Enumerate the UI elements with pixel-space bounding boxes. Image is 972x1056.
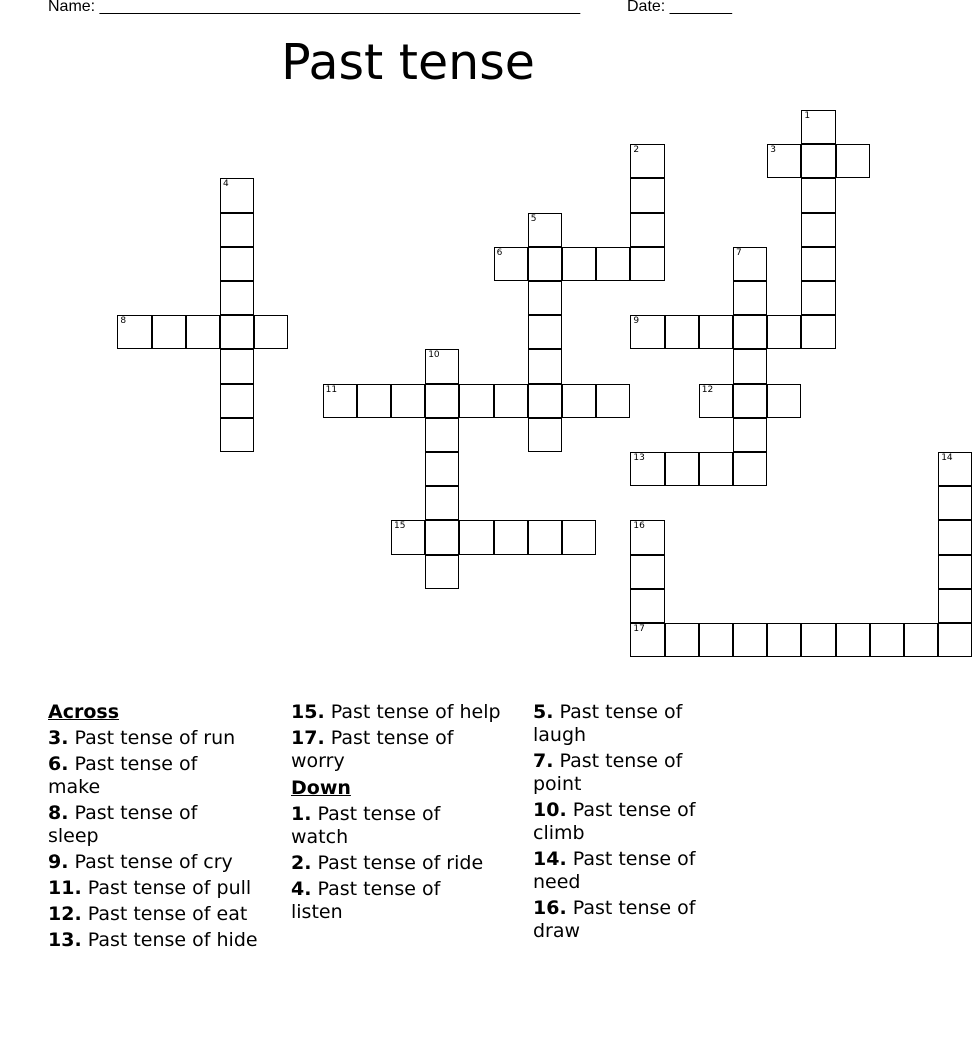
- clue-number: 3.: [48, 727, 69, 749]
- cell-number: 1: [804, 111, 811, 121]
- grid-cell[interactable]: [562, 247, 596, 281]
- across-heading: Across: [48, 701, 120, 723]
- grid-cell[interactable]: [528, 315, 562, 349]
- grid-cell[interactable]: [801, 213, 835, 247]
- clue-down-10: [533, 799, 713, 845]
- cell-number: 17: [633, 624, 645, 634]
- grid-cell[interactable]: [528, 349, 562, 383]
- clue-number: 17.: [291, 727, 325, 749]
- clue-text: Past tense of eat: [87, 903, 248, 925]
- clue-number: 11.: [48, 877, 82, 899]
- grid-cell[interactable]: [665, 623, 699, 657]
- clue-number: 7.: [533, 750, 554, 772]
- grid-cell[interactable]: [220, 315, 254, 349]
- grid-cell[interactable]: [220, 213, 254, 247]
- cell-number: 6: [496, 247, 503, 258]
- grid-cell[interactable]: [220, 418, 254, 452]
- grid-cell[interactable]: [186, 315, 220, 349]
- grid-cell[interactable]: [630, 555, 664, 589]
- grid-cell[interactable]: [596, 247, 630, 281]
- grid-cell[interactable]: [630, 315, 664, 349]
- clue-number: 15.: [291, 701, 325, 723]
- clue-number: 12.: [48, 903, 82, 925]
- grid-cell[interactable]: [938, 623, 972, 657]
- grid-cell[interactable]: [733, 281, 767, 315]
- grid-cell[interactable]: [733, 452, 767, 486]
- clue-number: 6.: [48, 753, 69, 775]
- clue-down-7: [533, 750, 713, 796]
- clue-text: Past tense of ride: [317, 852, 484, 874]
- clue-text: Past tense of cry: [74, 851, 233, 873]
- clue-down-14: [533, 848, 713, 894]
- clue-text: Past tense of watch: [291, 803, 441, 848]
- grid-cell[interactable]: [938, 486, 972, 520]
- grid-cell[interactable]: [425, 555, 459, 589]
- cell-number: 3: [770, 145, 776, 156]
- grid-cell[interactable]: [938, 555, 972, 589]
- clue-text: Past tense of hide: [87, 929, 258, 951]
- grid-cell[interactable]: [562, 520, 596, 554]
- name-label: Name: ______________________________________________________: [48, 0, 581, 15]
- clue-text: Past tense of laugh: [533, 701, 683, 746]
- clue-across-17: [291, 727, 471, 773]
- clue-across-15: [291, 701, 531, 724]
- grid-cell[interactable]: [938, 589, 972, 623]
- clue-text: Past tense of draw: [533, 897, 696, 942]
- grid-cell[interactable]: [767, 144, 801, 178]
- grid-cell[interactable]: [630, 213, 664, 247]
- grid-cell[interactable]: [528, 281, 562, 315]
- clue-number: 9.: [48, 851, 69, 873]
- grid-cell[interactable]: [767, 315, 801, 349]
- grid-cell[interactable]: [630, 452, 664, 486]
- clue-across-6: [48, 753, 228, 799]
- clue-number: 8.: [48, 802, 69, 824]
- grid-cell[interactable]: [220, 384, 254, 418]
- page-title: Past tense: [281, 34, 535, 91]
- clue-number: 2.: [291, 852, 312, 874]
- cell-number: 12: [701, 384, 714, 395]
- grid-cell[interactable]: [630, 144, 664, 178]
- grid-cell[interactable]: [630, 247, 664, 281]
- cell-number: 5: [530, 213, 537, 224]
- clue-text: Past tense of make: [48, 753, 198, 798]
- grid-cell[interactable]: [870, 623, 904, 657]
- clue-number: 4.: [291, 878, 312, 900]
- grid-cell[interactable]: [425, 349, 459, 383]
- clue-across-12: [48, 903, 288, 926]
- grid-cell[interactable]: [699, 315, 733, 349]
- grid-cell[interactable]: [801, 315, 835, 349]
- grid-cell[interactable]: [494, 520, 528, 554]
- grid-cell[interactable]: [391, 384, 425, 418]
- clue-number: 5.: [533, 701, 554, 723]
- clue-text: Past tense of pull: [87, 877, 252, 899]
- clue-across-8: [48, 802, 228, 848]
- date-label: Date: _______: [627, 0, 732, 15]
- grid-cell[interactable]: [665, 452, 699, 486]
- cell-number: 16: [633, 521, 645, 532]
- grid-cell[interactable]: [733, 315, 767, 349]
- clue-column-3: [533, 701, 773, 943]
- grid-cell[interactable]: [323, 384, 357, 418]
- cell-number: 9: [633, 316, 640, 327]
- grid-cell[interactable]: [733, 349, 767, 383]
- clue-text: Past tense of sleep: [48, 802, 198, 847]
- clue-number: 13.: [48, 929, 82, 951]
- clue-number: 1.: [291, 803, 312, 825]
- grid-cell[interactable]: [630, 623, 664, 657]
- grid-cell[interactable]: [528, 418, 562, 452]
- grid-cell[interactable]: [596, 384, 630, 418]
- grid-cell[interactable]: [699, 452, 733, 486]
- grid-cell[interactable]: [836, 623, 870, 657]
- grid-cell[interactable]: [801, 247, 835, 281]
- cell-number: 10: [428, 350, 440, 361]
- grid-cell[interactable]: [220, 247, 254, 281]
- grid-cell[interactable]: [630, 520, 664, 554]
- grid-cell[interactable]: [665, 315, 699, 349]
- grid-cell[interactable]: [630, 178, 664, 212]
- grid-cell[interactable]: [254, 315, 288, 349]
- grid-cell[interactable]: [528, 213, 562, 247]
- clue-text: Past tense of climb: [533, 799, 696, 844]
- grid-cell[interactable]: [117, 315, 151, 349]
- grid-cell[interactable]: [801, 281, 835, 315]
- clue-column-1: [48, 701, 288, 952]
- grid-cell[interactable]: [528, 520, 562, 554]
- clue-down-5: [533, 701, 713, 747]
- grid-cell[interactable]: [528, 384, 562, 418]
- grid-cell[interactable]: [528, 247, 562, 281]
- grid-cell[interactable]: [459, 520, 493, 554]
- grid-cell[interactable]: [220, 349, 254, 383]
- clue-down-2: [291, 852, 531, 875]
- clue-down-4: [291, 878, 471, 924]
- grid-cell[interactable]: [733, 418, 767, 452]
- grid-cell[interactable]: [836, 144, 870, 178]
- down-heading: Down: [291, 777, 351, 799]
- cell-number: 4: [223, 179, 229, 190]
- grid-cell[interactable]: [801, 178, 835, 212]
- grid-cell[interactable]: [801, 623, 835, 657]
- grid-cell[interactable]: [494, 247, 528, 281]
- grid-cell[interactable]: [630, 589, 664, 623]
- grid-cell[interactable]: [938, 452, 972, 486]
- grid-cell[interactable]: [425, 452, 459, 486]
- grid-cell[interactable]: [391, 520, 425, 554]
- grid-cell[interactable]: [425, 384, 459, 418]
- clue-number: 14.: [533, 848, 567, 870]
- grid-cell[interactable]: [425, 486, 459, 520]
- grid-cell[interactable]: [220, 281, 254, 315]
- grid-cell[interactable]: [562, 384, 596, 418]
- grid-cell[interactable]: [425, 418, 459, 452]
- clue-number: 16.: [533, 897, 567, 919]
- clue-across-11: [48, 877, 288, 900]
- clue-text: Past tense of need: [533, 848, 696, 893]
- grid-cell[interactable]: [220, 178, 254, 212]
- grid-cell[interactable]: [425, 520, 459, 554]
- grid-cell[interactable]: [494, 384, 528, 418]
- grid-cell[interactable]: [938, 520, 972, 554]
- clue-number: 10.: [533, 799, 567, 821]
- cell-number: 7: [736, 247, 742, 258]
- grid-cell[interactable]: [733, 623, 767, 657]
- grid-cell[interactable]: [767, 384, 801, 418]
- cell-number: 14: [941, 453, 953, 463]
- clue-across-13: [48, 929, 288, 952]
- clue-text: Past tense of listen: [291, 878, 441, 923]
- grid-cell[interactable]: [699, 623, 733, 657]
- grid-cell[interactable]: [733, 247, 767, 281]
- grid-cell[interactable]: [801, 144, 835, 178]
- grid-cell[interactable]: [733, 384, 767, 418]
- grid-cell[interactable]: [904, 623, 938, 657]
- grid-cell[interactable]: [767, 623, 801, 657]
- clue-across-9: [48, 851, 288, 874]
- clue-across-3: [48, 727, 288, 750]
- grid-cell[interactable]: [152, 315, 186, 349]
- cell-number: 8: [120, 316, 127, 327]
- cell-number: 13: [633, 453, 645, 463]
- cell-number: 15: [394, 521, 406, 532]
- clue-text: Past tense of point: [533, 750, 683, 795]
- grid-cell[interactable]: [699, 384, 733, 418]
- cell-number: 11: [325, 384, 338, 395]
- cell-number: 2: [633, 145, 640, 156]
- clue-text: Past tense of run: [74, 727, 236, 749]
- clue-column-2: [291, 701, 531, 924]
- grid-cell[interactable]: [357, 384, 391, 418]
- clue-down-16: [533, 897, 713, 943]
- clue-down-1: [291, 803, 471, 849]
- clue-text: Past tense of help: [330, 701, 501, 723]
- grid-cell[interactable]: [801, 110, 835, 144]
- clue-text: Past tense of worry: [291, 727, 454, 772]
- grid-cell[interactable]: [459, 384, 493, 418]
